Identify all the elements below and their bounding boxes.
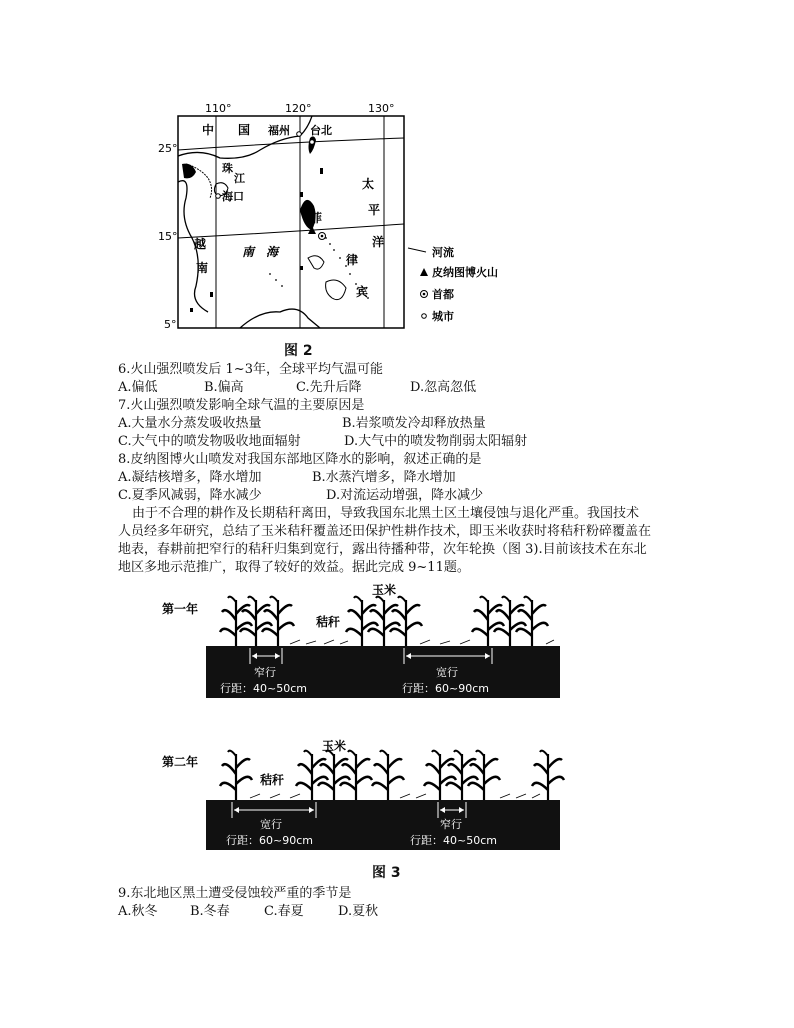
q7-stem: 7.火山强烈喷发影响全球气温的主要原因是 [118,398,365,413]
label-philippines-2: 律 [346,253,359,267]
lat-label-5: 5° [164,318,177,331]
island-mark [210,292,213,297]
year2-straw-residue [250,794,540,798]
label-pacific-2: 平 [368,203,381,217]
figure3-diagram [150,580,570,880]
q7-option-b: B.岩浆喷发冷却释放热量 [342,416,486,431]
q9-option-c: C.春夏 [264,904,304,919]
lat-label-15: 15° [158,230,178,243]
legend-city-icon [422,314,427,319]
lat-label-25: 25° [158,142,178,155]
city-haikou [216,194,221,199]
corn-plant [220,751,252,800]
year1-wide-distance: 行距：60~90cm [402,682,489,695]
legend-capital-label: 首都 [432,288,454,301]
q6-stem: 6.火山强烈喷发后 1~3年，全球平均气温可能 [118,362,383,377]
label-vietnam-2: 南 [196,261,209,275]
lon-label-110: 110° [205,102,232,115]
q6-option-d: D.忽高忽低 [410,380,477,395]
label-china-1: 中 [202,123,215,137]
label-south-sea: 南 海 [242,245,279,259]
city-fuzhou [297,132,302,137]
legend-capital-dot [423,293,426,296]
island-mark [320,168,323,174]
island-mark [190,308,193,312]
q9-option-a: A.秋冬 [118,904,158,919]
year2-wide-label: 宽行 [260,818,282,831]
year2-corn-label: 玉米 [322,739,347,753]
q6-option-b: B.偏高 [204,380,244,395]
corn-plant [220,597,252,646]
year1-label: 第一年 [162,602,199,616]
year2-label: 第二年 [162,755,199,769]
q9-option-b: B.冬春 [190,904,230,919]
figure2-caption: 图 2 [284,343,313,359]
year2-narrow-label: 窄行 [440,818,462,831]
year2-narrow-distance: 行距：40~50cm [410,834,497,847]
passage-line-1: 由于不合理的耕作及长期秸秆离田，导致我国东北黑土区土壤侵蚀与退化严重。我国技术 [132,506,640,521]
label-pacific-1: 太 [362,177,375,191]
passage-line-4: 地区多地示范推广，取得了较好的效益。据此完成 9~11题。 [118,560,470,575]
legend-city-label: 城市 [432,310,454,323]
corn-plant [240,597,272,646]
year2-wide-distance: 行距：60~90cm [226,834,313,847]
year1-straw-label: 秸秆 [316,615,341,629]
island-mark [300,266,303,270]
year1-straw-residue [290,640,554,644]
passage-line-2: 人员经多年研究，总结了玉米秸秆覆盖还田保护性耕作技术，即玉米收获时将秸秆粉碎覆盖在 [118,524,652,539]
corn-plant [296,751,328,800]
city-taipei [310,140,315,145]
year2-straw-label: 秸秆 [260,773,285,787]
label-haikou: 海口 [222,190,244,203]
label-vietnam-1: 越 [194,237,207,251]
legend-volcano-icon [420,268,428,276]
label-taipei: 台北 [310,124,332,137]
label-zhujiang-1: 珠 [222,162,233,175]
q6-option-c: C.先升后降 [296,380,362,395]
passage-line-3: 地表，春耕前把窄行的秸秆归集到宽行，露出待播种带，次年轮换（图 3).目前该技术在东北 [118,542,647,557]
label-zhujiang-2: 江 [234,172,245,185]
year1-narrow-distance: 行距：40~50cm [220,682,307,695]
q7-option-a: A.大量水分蒸发吸收热量 [118,416,262,431]
corn-plant [532,751,564,800]
q7-option-c: C.大气中的喷发物吸收地面辐射 [118,434,301,449]
year1-narrow-label: 窄行 [254,666,276,679]
lon-label-130: 130° [368,102,395,115]
figure3-caption: 图 3 [372,865,401,881]
q8-option-a: A.凝结核增多，降水增加 [118,470,262,485]
corn-plant [346,597,378,646]
corn-plant [424,751,456,800]
lon-label-120: 120° [285,102,312,115]
legend-river-icon [408,248,426,252]
island-mark [300,192,303,197]
label-fuzhou: 福州 [268,124,290,137]
q8-option-b: B.水蒸汽增多，降水增加 [312,470,456,485]
corn-plant [372,751,404,800]
label-pacific-3: 洋 [372,235,385,249]
label-philippines-1: 菲 [310,211,323,225]
corn-plant [472,597,504,646]
q8-option-c: C.夏季风减弱，降水减少 [118,488,262,503]
year1-corn-label: 玉米 [372,583,397,597]
q9-stem: 9.东北地区黑土遭受侵蚀较严重的季节是 [118,886,352,901]
capital-manila-dot [321,235,324,238]
label-china-2: 国 [238,123,251,137]
label-philippines-3: 宾 [356,285,369,299]
q7-option-d: D.大气中的喷发物削弱太阳辐射 [344,434,528,449]
q9-option-d: D.夏秋 [338,904,379,919]
figure2-map [150,98,498,338]
q8-stem: 8.皮纳图博火山喷发对我国东部地区降水的影响，叙述正确的是 [118,452,482,467]
legend-river-label: 河流 [432,246,454,259]
year1-wide-label: 宽行 [436,666,458,679]
q6-option-a: A.偏低 [118,380,158,395]
legend-volcano-label: 皮纳图博火山 [432,266,498,279]
q8-option-d: D.对流运动增强，降水减少 [326,488,484,503]
